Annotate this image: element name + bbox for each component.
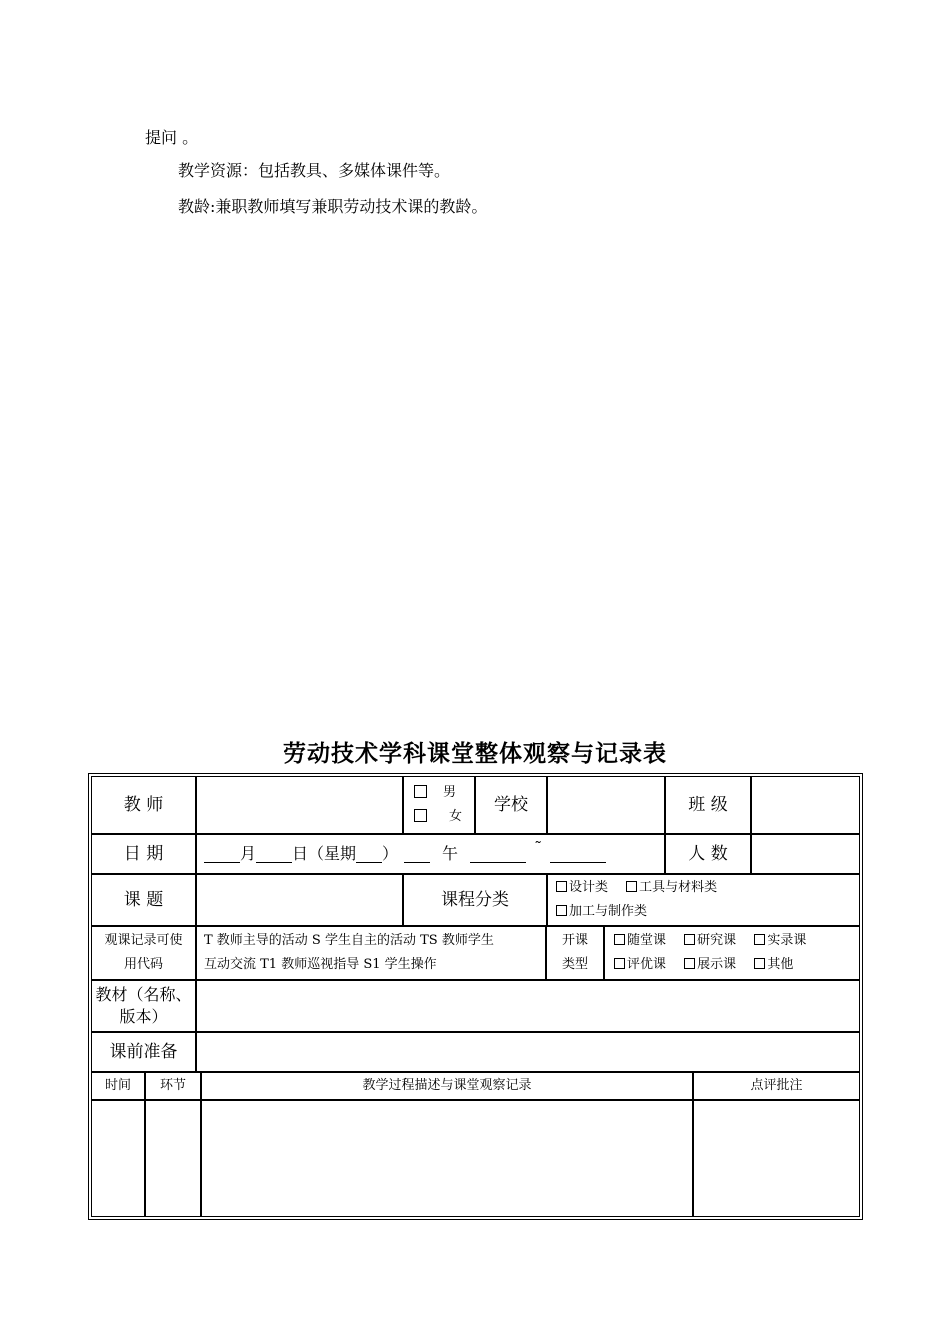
checkbox-icon[interactable] [614, 934, 625, 945]
col-header-time: 时间 [91, 1072, 145, 1100]
course-category-options [547, 874, 860, 926]
checkbox-icon[interactable] [684, 958, 695, 969]
lesson-type-competition-option[interactable]: 评优课 [614, 957, 666, 972]
teacher-field[interactable] [196, 776, 403, 834]
col-header-stage: 环节 [145, 1072, 201, 1100]
textbook-field[interactable] [196, 980, 860, 1032]
lesson-type-demonstration-option[interactable]: 展示课 [684, 957, 736, 972]
observation-form [88, 773, 863, 1220]
observation-code-text: T 教师主导的活动 S 学生自主的活动 TS 教师学生 互动交流 T1 教师巡视指导 S1 学生操作 [196, 926, 546, 980]
category-design-option[interactable]: 设计类 [556, 880, 608, 895]
date-field[interactable]: 月 日（星期 ） 午 ˜ [196, 834, 665, 874]
school-field[interactable] [547, 776, 665, 834]
lesson-type-label: 开课 类型 [546, 926, 604, 980]
time-cell[interactable] [91, 1100, 145, 1217]
intro-line-question: 提问 。 [145, 128, 199, 147]
lesson-type-research-option[interactable]: 研究课 [684, 933, 736, 948]
pre-class-prep-field[interactable] [196, 1032, 860, 1072]
checkbox-icon[interactable] [754, 958, 765, 969]
class-field[interactable] [751, 776, 860, 834]
pre-class-prep-label: 课前准备 [91, 1032, 196, 1072]
school-label: 学校 [475, 776, 547, 834]
checkbox-icon[interactable] [626, 881, 637, 892]
class-label: 班 级 [665, 776, 751, 834]
lesson-type-regular-option[interactable]: 随堂课 [614, 933, 666, 948]
checkbox-icon[interactable] [754, 934, 765, 945]
gender-female-option[interactable]: 女 [414, 805, 462, 829]
gender-options [403, 776, 475, 834]
people-count-field[interactable] [751, 834, 860, 874]
category-tools-materials-option[interactable]: 工具与材料类 [626, 880, 717, 895]
checkbox-icon[interactable] [556, 881, 567, 892]
form-title: 劳动技术学科课堂整体观察与记录表 [283, 740, 667, 767]
stage-cell[interactable] [145, 1100, 201, 1217]
teacher-label: 教 师 [91, 776, 196, 834]
lesson-type-other-option[interactable]: 其他 [754, 957, 793, 972]
comment-cell[interactable] [693, 1100, 860, 1217]
intro-line-teaching-years: 教龄:兼职教师填写兼职劳动技术课的教龄。 [178, 197, 488, 216]
people-count-label: 人 数 [665, 834, 751, 874]
checkbox-icon[interactable] [414, 785, 427, 798]
date-label: 日 期 [91, 834, 196, 874]
col-header-process: 教学过程描述与课堂观察记录 [201, 1072, 693, 1100]
textbook-label: 教材（名称、 版本） [91, 980, 196, 1032]
topic-field[interactable] [196, 874, 403, 926]
checkbox-icon[interactable] [414, 809, 427, 822]
course-category-label: 课程分类 [403, 874, 547, 926]
observation-code-label: 观课记录可使 用代码 [91, 926, 196, 980]
col-header-comment: 点评批注 [693, 1072, 860, 1100]
lesson-type-recorded-option[interactable]: 实录课 [754, 933, 806, 948]
checkbox-icon[interactable] [614, 958, 625, 969]
gender-male-option[interactable]: 男 [414, 781, 456, 805]
checkbox-icon[interactable] [556, 905, 567, 916]
intro-line-resources: 教学资源：包括教具、多媒体课件等。 [178, 161, 451, 180]
checkbox-icon[interactable] [684, 934, 695, 945]
process-cell[interactable] [201, 1100, 693, 1217]
category-processing-option[interactable]: 加工与制作类 [556, 904, 647, 919]
lesson-type-options [604, 926, 860, 980]
topic-label: 课 题 [91, 874, 196, 926]
